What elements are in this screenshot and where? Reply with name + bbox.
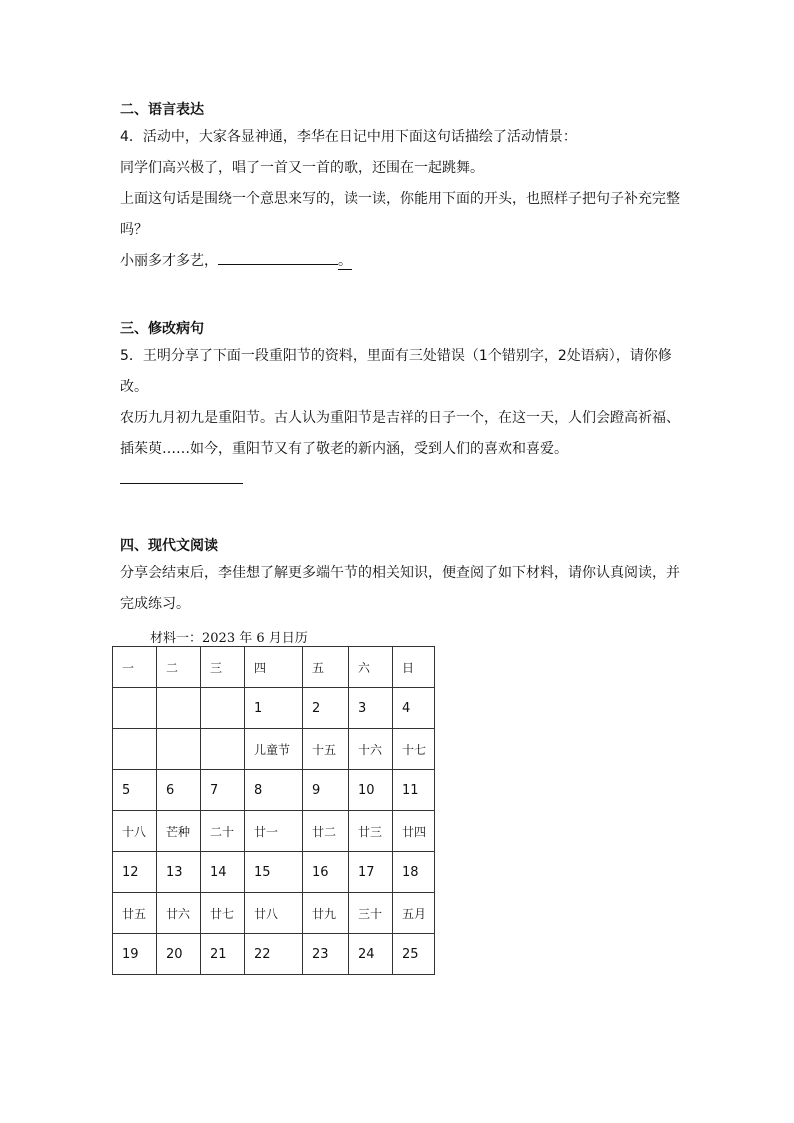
- weekday-header: 日: [393, 647, 435, 688]
- lunar-cell: 十五: [303, 729, 349, 770]
- lunar-cell: 十七: [393, 729, 435, 770]
- section-heading-modern-reading: 四、现代文阅读: [120, 538, 218, 554]
- question-4-text: 4．活动中，大家各显神通，李华在日记中用下面这句话描绘了活动情景：: [120, 129, 577, 145]
- lunar-cell: 廿五: [113, 893, 157, 934]
- date-cell: [201, 688, 245, 729]
- date-cell: 24: [349, 934, 393, 975]
- lunar-cell: 儿童节: [245, 729, 303, 770]
- lunar-cell: 廿八: [245, 893, 303, 934]
- lunar-cell: [201, 729, 245, 770]
- reading-intro-line-1: 分享会结束后，李佳想了解更多端午节的相关知识，便查阅了如下材料，请你认真阅读，并: [120, 565, 680, 581]
- weekday-header: 二: [157, 647, 201, 688]
- date-cell: 20: [157, 934, 201, 975]
- lunar-cell: 廿九: [303, 893, 349, 934]
- section-heading-language-expression: 二、语言表达: [120, 102, 204, 118]
- date-cell: 17: [349, 852, 393, 893]
- calendar-date-row: [113, 688, 435, 729]
- date-cell: 10: [349, 770, 393, 811]
- calendar-lunar-row: [113, 729, 435, 770]
- weekday-header: 六: [349, 647, 393, 688]
- date-cell: 12: [113, 852, 157, 893]
- date-cell: 4: [393, 688, 435, 729]
- weekday-header: 三: [201, 647, 245, 688]
- lunar-cell: 十八: [113, 811, 157, 852]
- lunar-cell: 廿三: [349, 811, 393, 852]
- date-cell: 23: [303, 934, 349, 975]
- date-cell: 11: [393, 770, 435, 811]
- lunar-cell: 芒种: [157, 811, 201, 852]
- lunar-cell: 二十: [201, 811, 245, 852]
- calendar-date-row: [113, 934, 435, 975]
- date-cell: 1: [245, 688, 303, 729]
- calendar-date-row: [113, 770, 435, 811]
- prompt-end: 。: [338, 253, 352, 269]
- answer-prompt: [120, 250, 352, 270]
- date-cell: 9: [303, 770, 349, 811]
- lunar-cell: 廿七: [201, 893, 245, 934]
- date-cell: 3: [349, 688, 393, 729]
- answer-blank[interactable]: [218, 250, 338, 265]
- date-cell: 13: [157, 852, 201, 893]
- question-5-line-2: 改。: [120, 379, 148, 395]
- date-cell: 14: [201, 852, 245, 893]
- calendar-lunar-row: [113, 811, 435, 852]
- lunar-cell: 十六: [349, 729, 393, 770]
- lunar-cell: 廿六: [157, 893, 201, 934]
- date-cell: 19: [113, 934, 157, 975]
- date-cell: 16: [303, 852, 349, 893]
- lunar-cell: 五月: [393, 893, 435, 934]
- instruction-line-2: 吗？: [120, 222, 148, 238]
- lunar-cell: [157, 729, 201, 770]
- date-cell: 8: [245, 770, 303, 811]
- prompt-start: 小丽多才多艺，: [120, 253, 218, 269]
- weekday-header: 一: [113, 647, 157, 688]
- date-cell: 5: [113, 770, 157, 811]
- date-cell: 18: [393, 852, 435, 893]
- passage-line-1: 农历九月初九是重阳节。古人认为重阳节是吉祥的日子一个，在这一天，人们会蹬高祈福、: [120, 410, 680, 426]
- question-5-line-1: 5．王明分享了下面一段重阳节的资料，里面有三处错误（1个错别字，2处语病），请你修: [120, 348, 672, 364]
- date-cell: 21: [201, 934, 245, 975]
- date-cell: [157, 688, 201, 729]
- weekday-header: 五: [303, 647, 349, 688]
- reading-intro-line-2: 完成练习。: [120, 596, 190, 612]
- date-cell: 22: [245, 934, 303, 975]
- example-sentence: 同学们高兴极了，唱了一首又一首的歌，还围在一起跳舞。: [120, 160, 484, 176]
- calendar-caption: 材料一：2023 年 6 月日历: [150, 631, 308, 646]
- calendar-lunar-row: [113, 893, 435, 934]
- instruction-line-1: 上面这句话是围绕一个意思来写的，读一读，你能用下面的开头，也照样子把句子补充完整: [120, 191, 680, 207]
- section-heading-revise-sentences: 三、修改病句: [120, 321, 204, 337]
- calendar-date-row: [113, 852, 435, 893]
- date-cell: 7: [201, 770, 245, 811]
- passage-line-2: 插茱萸……如今，重阳节又有了敬老的新内涵，受到人们的喜欢和喜爱。: [120, 441, 568, 457]
- lunar-cell: 廿一: [245, 811, 303, 852]
- calendar-table: [112, 646, 435, 975]
- answer-line[interactable]: [120, 483, 243, 484]
- lunar-cell: [113, 729, 157, 770]
- lunar-cell: 廿四: [393, 811, 435, 852]
- date-cell: 2: [303, 688, 349, 729]
- weekday-header: 四: [245, 647, 303, 688]
- calendar-header-row: [113, 647, 435, 688]
- date-cell: 15: [245, 852, 303, 893]
- lunar-cell: 廿二: [303, 811, 349, 852]
- date-cell: 25: [393, 934, 435, 975]
- lunar-cell: 三十: [349, 893, 393, 934]
- date-cell: [113, 688, 157, 729]
- date-cell: 6: [157, 770, 201, 811]
